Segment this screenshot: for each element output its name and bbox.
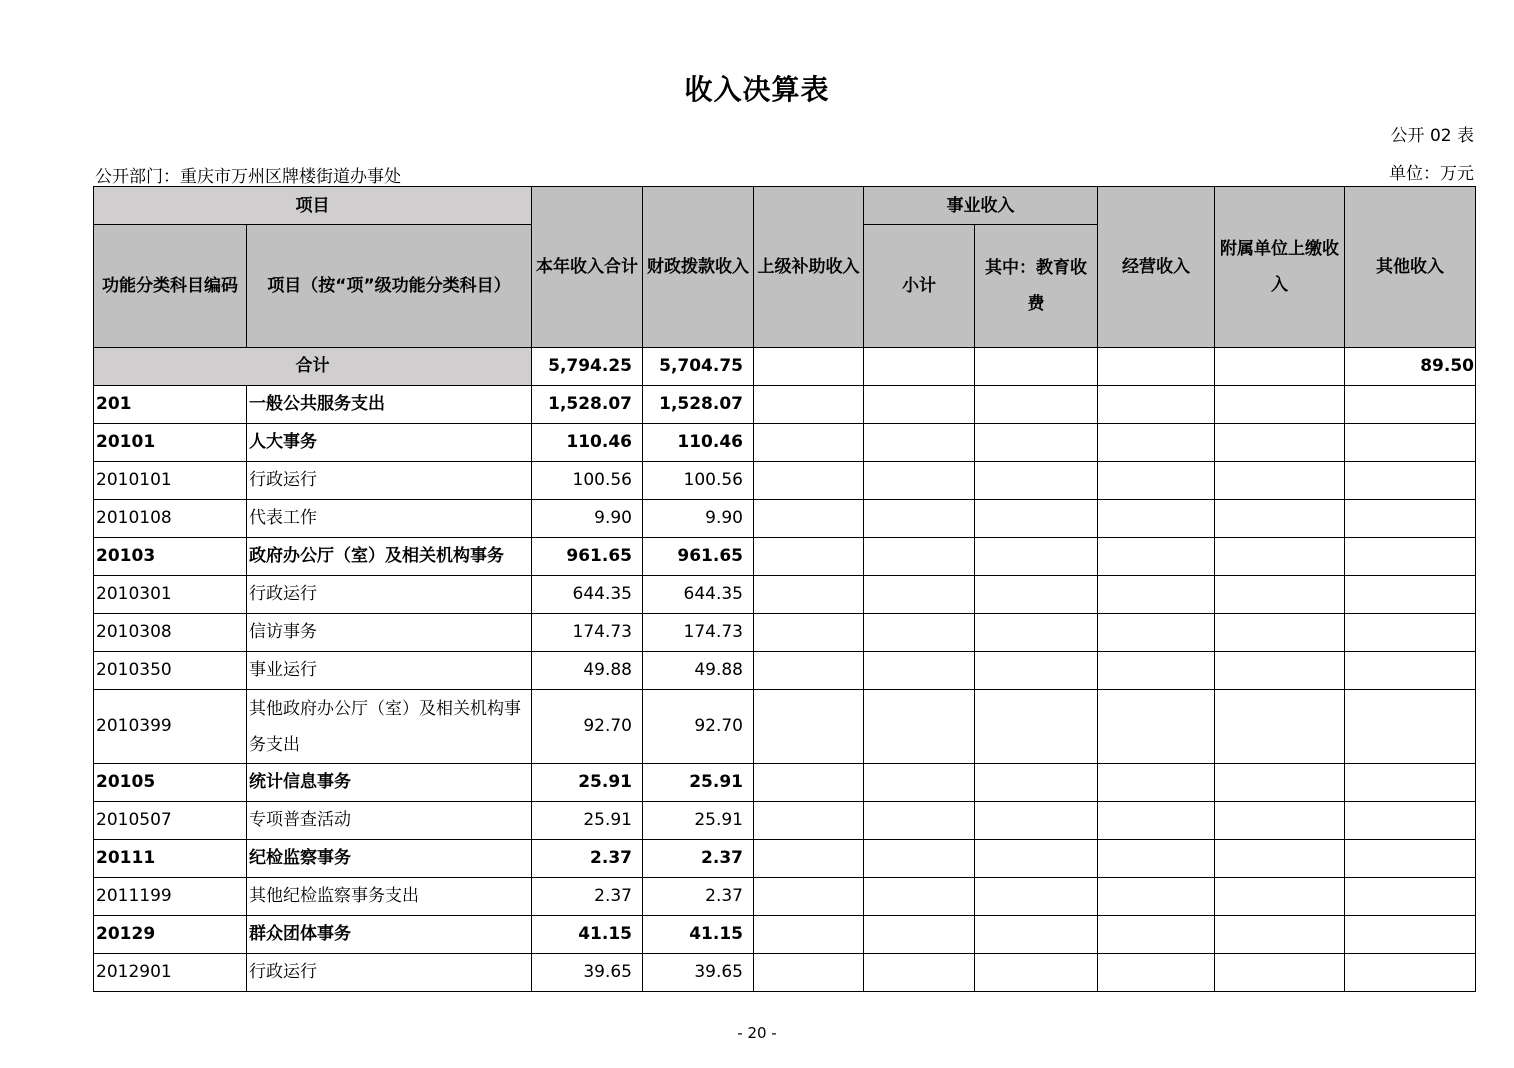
row-other-income	[1345, 538, 1476, 576]
row-affiliated-unit-income	[1215, 462, 1345, 500]
row-affiliated-unit-income	[1215, 652, 1345, 690]
table-row	[94, 916, 1476, 954]
row-superior-subsidy	[754, 878, 864, 916]
header-total-income: 本年收入合计	[532, 187, 643, 348]
row-total-income: 174.73	[532, 614, 643, 652]
row-other-income	[1345, 954, 1476, 992]
table-row	[94, 802, 1476, 840]
row-superior-subsidy	[754, 802, 864, 840]
row-fiscal-appropriation: 25.91	[643, 764, 754, 802]
header-project: 项目	[94, 187, 532, 225]
row-other-income	[1345, 576, 1476, 614]
row-superior-subsidy	[754, 500, 864, 538]
row-other-income	[1345, 462, 1476, 500]
row-operating-income	[1098, 386, 1215, 424]
row-affiliated-unit-income	[1215, 878, 1345, 916]
row-total-income: 644.35	[532, 576, 643, 614]
total-affiliated-cell	[1215, 348, 1345, 386]
row-subtotal	[864, 576, 975, 614]
row-subtotal	[864, 802, 975, 840]
row-fiscal-appropriation: 1,528.07	[643, 386, 754, 424]
row-fiscal-appropriation: 100.56	[643, 462, 754, 500]
row-code: 201	[94, 386, 247, 424]
row-total-income: 25.91	[532, 764, 643, 802]
row-name: 行政运行	[247, 954, 532, 992]
row-superior-subsidy	[754, 954, 864, 992]
total-superior-cell	[754, 348, 864, 386]
row-operating-income	[1098, 916, 1215, 954]
row-operating-income	[1098, 614, 1215, 652]
row-code: 2010399	[94, 690, 247, 764]
table-row	[94, 424, 1476, 462]
row-education-fee	[975, 614, 1098, 652]
row-operating-income	[1098, 840, 1215, 878]
total-subtotal-cell	[864, 348, 975, 386]
row-name: 其他政府办公厅（室）及相关机构事务支出	[247, 690, 532, 764]
header-fiscal-appropriation: 财政拨款收入	[643, 187, 754, 348]
row-other-income	[1345, 386, 1476, 424]
row-fiscal-appropriation: 92.70	[643, 690, 754, 764]
row-education-fee	[975, 954, 1098, 992]
row-operating-income	[1098, 424, 1215, 462]
row-code: 20105	[94, 764, 247, 802]
row-superior-subsidy	[754, 576, 864, 614]
row-affiliated-unit-income	[1215, 690, 1345, 764]
row-code: 2010350	[94, 652, 247, 690]
row-education-fee	[975, 576, 1098, 614]
row-total-income: 9.90	[532, 500, 643, 538]
row-name: 信访事务	[247, 614, 532, 652]
row-operating-income	[1098, 802, 1215, 840]
table-row	[94, 538, 1476, 576]
row-code: 2010101	[94, 462, 247, 500]
row-code: 2010308	[94, 614, 247, 652]
row-superior-subsidy	[754, 690, 864, 764]
row-education-fee	[975, 424, 1098, 462]
total-income-cell: 5,794.25	[532, 348, 643, 386]
row-education-fee	[975, 690, 1098, 764]
total-other-cell: 89.50	[1345, 348, 1476, 386]
row-other-income	[1345, 764, 1476, 802]
row-code: 2011199	[94, 878, 247, 916]
row-total-income: 39.65	[532, 954, 643, 992]
row-subtotal	[864, 424, 975, 462]
header-row-1	[94, 187, 1476, 225]
row-subtotal	[864, 614, 975, 652]
header-education-fee: 其中：教育收费	[975, 225, 1098, 348]
row-affiliated-unit-income	[1215, 954, 1345, 992]
header-business-income: 事业收入	[864, 187, 1098, 225]
row-subtotal	[864, 840, 975, 878]
row-superior-subsidy	[754, 386, 864, 424]
row-operating-income	[1098, 462, 1215, 500]
table-row	[94, 652, 1476, 690]
row-fiscal-appropriation: 41.15	[643, 916, 754, 954]
row-subtotal	[864, 386, 975, 424]
row-subtotal	[864, 462, 975, 500]
row-total-income: 92.70	[532, 690, 643, 764]
row-subtotal	[864, 690, 975, 764]
row-operating-income	[1098, 500, 1215, 538]
row-affiliated-unit-income	[1215, 424, 1345, 462]
row-other-income	[1345, 802, 1476, 840]
header-item-name: 项目（按“项”级功能分类科目）	[247, 225, 532, 348]
row-fiscal-appropriation: 110.46	[643, 424, 754, 462]
row-name: 统计信息事务	[247, 764, 532, 802]
row-name: 一般公共服务支出	[247, 386, 532, 424]
table-row	[94, 386, 1476, 424]
row-affiliated-unit-income	[1215, 916, 1345, 954]
row-other-income	[1345, 840, 1476, 878]
row-education-fee	[975, 462, 1098, 500]
page-number: - 20 -	[737, 1024, 777, 1042]
row-operating-income	[1098, 878, 1215, 916]
row-other-income	[1345, 916, 1476, 954]
row-affiliated-unit-income	[1215, 764, 1345, 802]
row-operating-income	[1098, 576, 1215, 614]
row-other-income	[1345, 878, 1476, 916]
table-row	[94, 840, 1476, 878]
row-superior-subsidy	[754, 614, 864, 652]
page-title: 收入决算表	[684, 73, 830, 106]
row-subtotal	[864, 916, 975, 954]
row-name: 行政运行	[247, 462, 532, 500]
row-total-income: 49.88	[532, 652, 643, 690]
row-other-income	[1345, 424, 1476, 462]
row-superior-subsidy	[754, 424, 864, 462]
row-name: 政府办公厅（室）及相关机构事务	[247, 538, 532, 576]
total-label: 合计	[94, 348, 532, 386]
row-education-fee	[975, 802, 1098, 840]
row-operating-income	[1098, 538, 1215, 576]
row-fiscal-appropriation: 961.65	[643, 538, 754, 576]
row-affiliated-unit-income	[1215, 840, 1345, 878]
row-code: 2012901	[94, 954, 247, 992]
row-affiliated-unit-income	[1215, 802, 1345, 840]
row-education-fee	[975, 652, 1098, 690]
table-row	[94, 690, 1476, 764]
income-table	[93, 186, 1476, 992]
row-code: 2010108	[94, 500, 247, 538]
row-name: 群众团体事务	[247, 916, 532, 954]
row-name: 专项普查活动	[247, 802, 532, 840]
header-other-income: 其他收入	[1345, 187, 1476, 348]
total-education-cell	[975, 348, 1098, 386]
row-other-income	[1345, 690, 1476, 764]
row-code: 2010507	[94, 802, 247, 840]
row-operating-income	[1098, 764, 1215, 802]
row-education-fee	[975, 500, 1098, 538]
row-subtotal	[864, 954, 975, 992]
row-fiscal-appropriation: 39.65	[643, 954, 754, 992]
row-total-income: 1,528.07	[532, 386, 643, 424]
row-name: 事业运行	[247, 652, 532, 690]
row-fiscal-appropriation: 25.91	[643, 802, 754, 840]
total-fiscal-cell: 5,704.75	[643, 348, 754, 386]
row-operating-income	[1098, 652, 1215, 690]
header-code: 功能分类科目编码	[94, 225, 247, 348]
total-row	[94, 348, 1476, 386]
table-row	[94, 954, 1476, 992]
table-row	[94, 614, 1476, 652]
row-other-income	[1345, 614, 1476, 652]
row-affiliated-unit-income	[1215, 576, 1345, 614]
row-fiscal-appropriation: 9.90	[643, 500, 754, 538]
row-subtotal	[864, 538, 975, 576]
row-affiliated-unit-income	[1215, 386, 1345, 424]
row-total-income: 41.15	[532, 916, 643, 954]
table-row	[94, 576, 1476, 614]
header-subtotal: 小计	[864, 225, 975, 348]
row-subtotal	[864, 500, 975, 538]
total-operating-cell	[1098, 348, 1215, 386]
row-name: 其他纪检监察事务支出	[247, 878, 532, 916]
row-total-income: 2.37	[532, 840, 643, 878]
row-code: 2010301	[94, 576, 247, 614]
header-operating-income: 经营收入	[1098, 187, 1215, 348]
row-education-fee	[975, 916, 1098, 954]
table-row	[94, 500, 1476, 538]
row-superior-subsidy	[754, 916, 864, 954]
row-code: 20101	[94, 424, 247, 462]
table-row	[94, 764, 1476, 802]
row-total-income: 100.56	[532, 462, 643, 500]
row-affiliated-unit-income	[1215, 500, 1345, 538]
row-other-income	[1345, 500, 1476, 538]
row-name: 行政运行	[247, 576, 532, 614]
header-affiliated-unit-income: 附属单位上缴收入	[1215, 187, 1345, 348]
department-label: 公开部门：重庆市万州区牌楼街道办事处	[95, 167, 401, 187]
table-row	[94, 462, 1476, 500]
row-operating-income	[1098, 690, 1215, 764]
row-fiscal-appropriation: 174.73	[643, 614, 754, 652]
row-education-fee	[975, 538, 1098, 576]
row-code: 20111	[94, 840, 247, 878]
row-subtotal	[864, 878, 975, 916]
row-code: 20129	[94, 916, 247, 954]
header-superior-subsidy: 上级补助收入	[754, 187, 864, 348]
row-superior-subsidy	[754, 652, 864, 690]
row-subtotal	[864, 652, 975, 690]
form-number: 公开 02 表	[1390, 126, 1474, 146]
row-other-income	[1345, 652, 1476, 690]
row-total-income: 961.65	[532, 538, 643, 576]
unit-label: 单位：万元	[1389, 164, 1474, 184]
row-superior-subsidy	[754, 764, 864, 802]
row-superior-subsidy	[754, 538, 864, 576]
row-total-income: 25.91	[532, 802, 643, 840]
row-education-fee	[975, 840, 1098, 878]
table-row	[94, 878, 1476, 916]
row-superior-subsidy	[754, 462, 864, 500]
row-fiscal-appropriation: 644.35	[643, 576, 754, 614]
row-fiscal-appropriation: 49.88	[643, 652, 754, 690]
row-name: 代表工作	[247, 500, 532, 538]
row-subtotal	[864, 764, 975, 802]
row-name: 纪检监察事务	[247, 840, 532, 878]
row-total-income: 2.37	[532, 878, 643, 916]
row-fiscal-appropriation: 2.37	[643, 878, 754, 916]
row-name: 人大事务	[247, 424, 532, 462]
row-education-fee	[975, 878, 1098, 916]
row-operating-income	[1098, 954, 1215, 992]
row-fiscal-appropriation: 2.37	[643, 840, 754, 878]
row-superior-subsidy	[754, 840, 864, 878]
row-education-fee	[975, 386, 1098, 424]
row-code: 20103	[94, 538, 247, 576]
row-affiliated-unit-income	[1215, 538, 1345, 576]
row-education-fee	[975, 764, 1098, 802]
row-affiliated-unit-income	[1215, 614, 1345, 652]
row-total-income: 110.46	[532, 424, 643, 462]
